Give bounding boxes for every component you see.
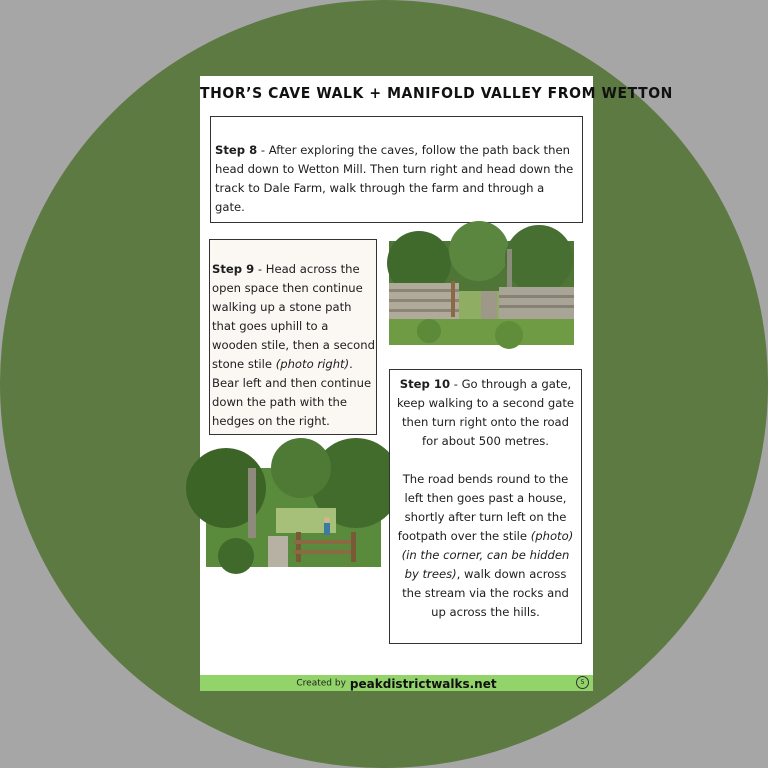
step-9-box xyxy=(209,239,377,435)
step-9-label: Step 9 xyxy=(212,262,255,276)
step-8-text: - After exploring the caves, follow the path back then head down to Wetton Mill. Then turn right and head down the track to Dale Farm, walk through the farm and through a gate. xyxy=(215,143,574,214)
step-9-text: - Head across the open space then continue walking up a stone path that goes uphill to a wooden stile, then a second stone stile xyxy=(212,262,375,371)
step-10-text-2b: , walk down across the stream via the rocks and up across the hills. xyxy=(402,567,569,619)
step-10-text-2a: The road bends round to the left then goes past a house, shortly after turn left on the footpath over the stile xyxy=(397,472,569,543)
step-10-photo-note: (photo) (in the corner, can be hidden by trees) xyxy=(401,529,574,581)
page-number-badge: 5 xyxy=(576,676,589,689)
step-9-photo-note: (photo right) xyxy=(275,357,350,371)
step-10-text: - Go through a gate, keep walking to a second gate then turn right onto the road for about 500 metres. xyxy=(396,377,575,448)
step-10-label: Step 10 xyxy=(399,377,451,391)
step-9-text-continued: . Bear left and then continue down the path with the hedges on the right. xyxy=(212,357,372,428)
step-10-paragraph-1 xyxy=(396,375,575,451)
guide-page xyxy=(200,76,673,691)
page-title: THOR’S CAVE WALK + MANIFOLD VALLEY FROM WETTON xyxy=(200,84,673,102)
wooden-stile-photo xyxy=(206,468,381,567)
footer-bar xyxy=(200,675,593,691)
step-10-paragraph-2 xyxy=(396,470,575,622)
site-link[interactable]: peakdistrictwalks.net xyxy=(349,676,497,691)
step-10-box xyxy=(389,369,582,644)
footer-credit xyxy=(200,675,593,691)
step-8-label: Step 8 xyxy=(215,143,258,157)
stone-stile-photo xyxy=(389,241,574,345)
step-8-box xyxy=(210,116,583,223)
created-by-label: Created by xyxy=(296,678,346,689)
